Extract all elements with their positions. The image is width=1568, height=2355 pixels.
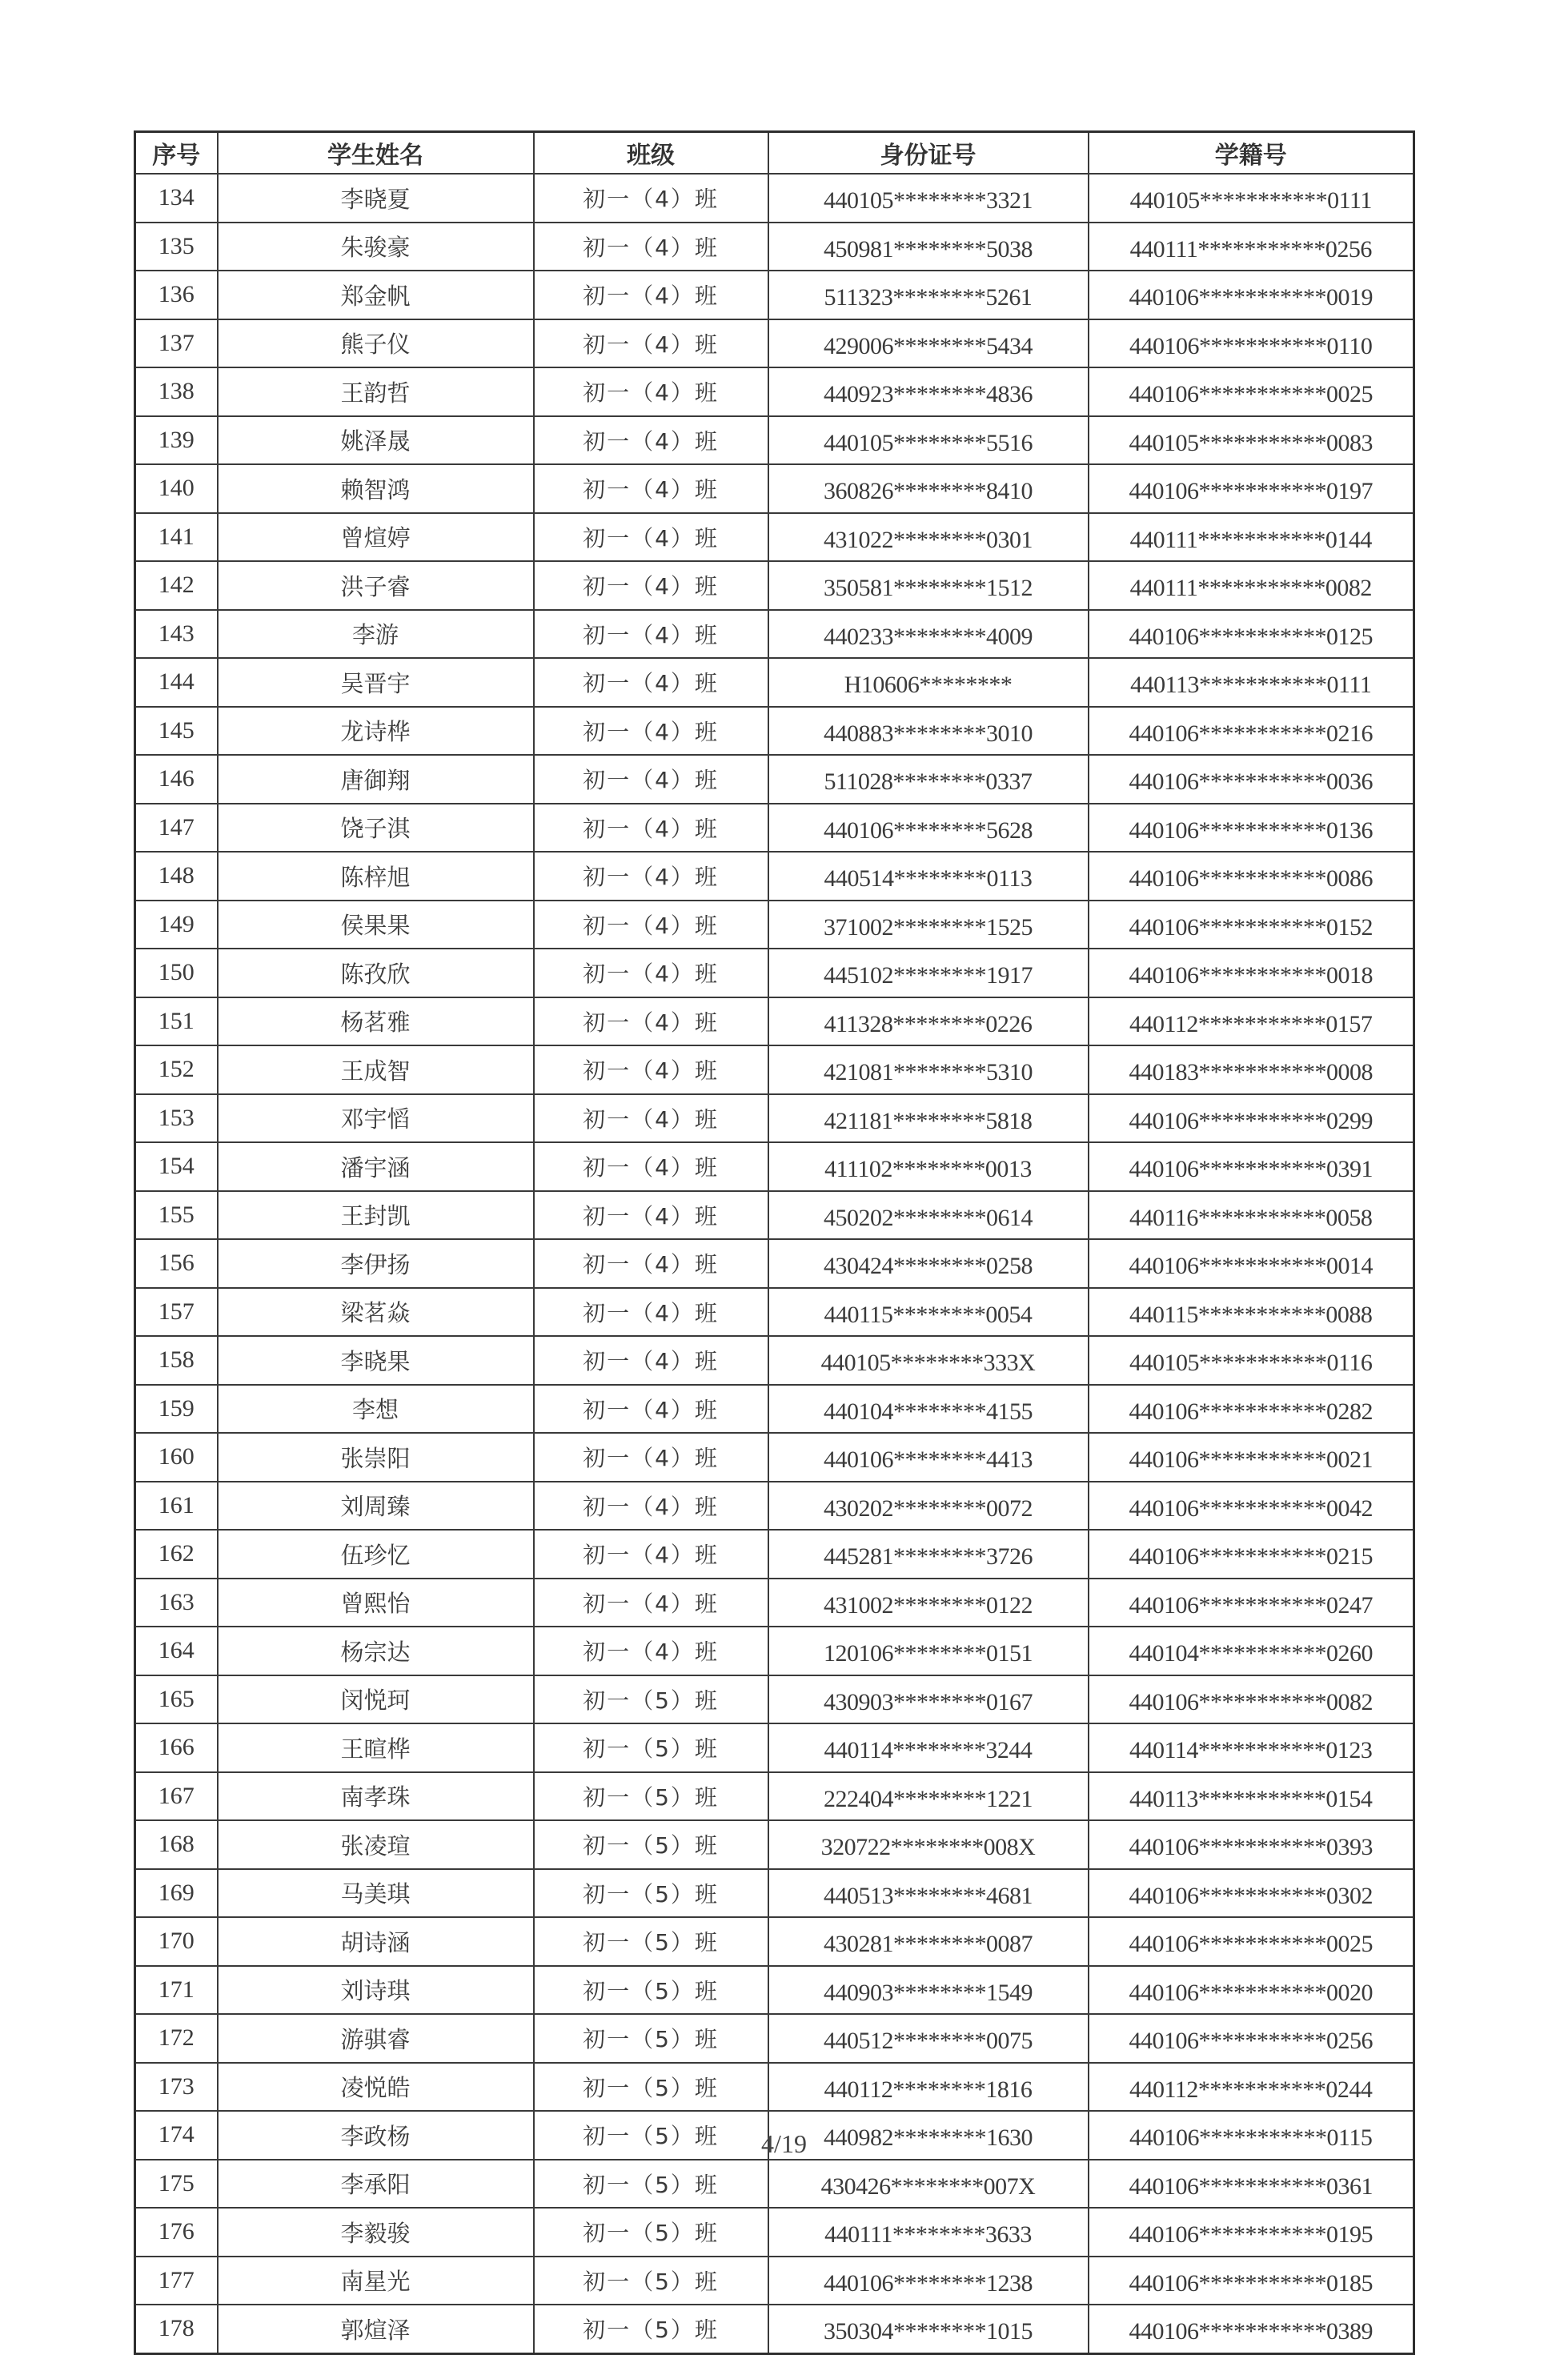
student-name-cell: 刘周臻 [218,1482,534,1531]
table-row [135,1675,1414,1724]
id-number-cell: 430426********007X [768,2160,1089,2209]
class-cell: 初一（4）班 [534,1336,768,1385]
serial-number-cell: 173 [135,2063,218,2112]
class-cell: 初一（4）班 [534,1579,768,1627]
student-record-number-cell: 440106***********0391 [1089,1142,1414,1191]
header-student-name: 学生姓名 [218,132,534,175]
serial-number-cell: 153 [135,1094,218,1143]
serial-number-cell: 143 [135,610,218,659]
student-record-number-cell: 440106***********0195 [1089,2208,1414,2257]
student-name-cell: 潘宇涵 [218,1142,534,1191]
class-cell: 初一（5）班 [534,2208,768,2257]
serial-number-cell: 149 [135,901,218,949]
class-cell: 初一（4）班 [534,1094,768,1143]
student-record-number-cell: 440106***********0018 [1089,949,1414,997]
student-record-number-cell: 440113***********0154 [1089,1772,1414,1821]
class-cell: 初一（4）班 [534,367,768,416]
table-row [135,174,1414,223]
id-number-cell: 411102********0013 [768,1142,1089,1191]
serial-number-cell: 178 [135,2305,218,2353]
student-record-number-cell: 440106***********0036 [1089,755,1414,804]
student-record-number-cell: 440106***********0082 [1089,1675,1414,1724]
student-name-cell: 李游 [218,610,534,659]
student-record-number-cell: 440106***********0282 [1089,1385,1414,1434]
student-name-cell: 张崇阳 [218,1433,534,1482]
student-record-number-cell: 440106***********0042 [1089,1482,1414,1531]
class-cell: 初一（4）班 [534,852,768,901]
id-number-cell: H10606******** [768,658,1089,707]
student-name-cell: 赖智鸿 [218,464,534,513]
student-name-cell: 王暄桦 [218,1723,534,1772]
student-record-number-cell: 440106***********0393 [1089,1820,1414,1869]
serial-number-cell: 157 [135,1288,218,1337]
table-row [135,1869,1414,1918]
id-number-cell: 440514********0113 [768,852,1089,901]
id-number-cell: 511323********5261 [768,271,1089,319]
id-number-cell: 445102********1917 [768,949,1089,997]
serial-number-cell: 137 [135,319,218,368]
student-record-number-cell: 440106***********0014 [1089,1239,1414,1288]
student-name-cell: 陈孜欣 [218,949,534,997]
id-number-cell: 511028********0337 [768,755,1089,804]
table-row [135,1288,1414,1337]
serial-number-cell: 150 [135,949,218,997]
class-cell: 初一（4）班 [534,561,768,610]
header-id-number: 身份证号 [768,132,1089,175]
serial-number-cell: 146 [135,755,218,804]
student-record-number-cell: 440183***********0008 [1089,1045,1414,1094]
student-name-cell: 王封凯 [218,1191,534,1240]
id-number-cell: 440982********1630 [768,2111,1089,2160]
id-number-cell: 431002********0122 [768,1579,1089,1627]
student-record-number-cell: 440106***********0020 [1089,1966,1414,2015]
student-name-cell: 曾熙怡 [218,1579,534,1627]
table-row [135,1142,1414,1191]
serial-number-cell: 152 [135,1045,218,1094]
student-name-cell: 李政杨 [218,2111,534,2160]
student-name-cell: 熊子仪 [218,319,534,368]
class-cell: 初一（5）班 [534,1917,768,1966]
student-name-cell: 李伊扬 [218,1239,534,1288]
student-name-cell: 邓宇慆 [218,1094,534,1143]
class-cell: 初一（5）班 [534,1772,768,1821]
table-row [135,1772,1414,1821]
serial-number-cell: 148 [135,852,218,901]
student-name-cell: 李晓果 [218,1336,534,1385]
serial-number-cell: 154 [135,1142,218,1191]
table-row [135,658,1414,707]
class-cell: 初一（4）班 [534,997,768,1046]
id-number-cell: 360826********8410 [768,464,1089,513]
student-name-cell: 王成智 [218,1045,534,1094]
table-row [135,1482,1414,1531]
serial-number-cell: 170 [135,1917,218,1966]
class-cell: 初一（5）班 [534,1966,768,2015]
id-number-cell: 440112********1816 [768,2063,1089,2112]
table-row [135,755,1414,804]
table-row [135,1094,1414,1143]
student-name-cell: 李晓夏 [218,174,534,223]
serial-number-cell: 162 [135,1530,218,1579]
serial-number-cell: 175 [135,2160,218,2209]
table-row [135,1579,1414,1627]
serial-number-cell: 142 [135,561,218,610]
student-name-cell: 唐御翔 [218,755,534,804]
serial-number-cell: 159 [135,1385,218,1434]
id-number-cell: 429006********5434 [768,319,1089,368]
table-row [135,1627,1414,1675]
table-row [135,271,1414,319]
serial-number-cell: 151 [135,997,218,1046]
student-name-cell: 凌悦皓 [218,2063,534,2112]
id-number-cell: 440106********1238 [768,2257,1089,2305]
id-number-cell: 440512********0075 [768,2014,1089,2063]
student-record-number-cell: 440106***********0110 [1089,319,1414,368]
class-cell: 初一（5）班 [534,2014,768,2063]
table-row [135,1433,1414,1482]
student-record-number-cell: 440106***********0019 [1089,271,1414,319]
table-row [135,319,1414,368]
table-row [135,1917,1414,1966]
id-number-cell: 450202********0614 [768,1191,1089,1240]
student-record-number-cell: 440116***********0058 [1089,1191,1414,1240]
id-number-cell: 440104********4155 [768,1385,1089,1434]
serial-number-cell: 172 [135,2014,218,2063]
serial-number-cell: 155 [135,1191,218,1240]
class-cell: 初一（4）班 [534,610,768,659]
id-number-cell: 430202********0072 [768,1482,1089,1531]
class-cell: 初一（4）班 [534,1191,768,1240]
serial-number-cell: 145 [135,707,218,756]
id-number-cell: 371002********1525 [768,901,1089,949]
table-row [135,1385,1414,1434]
table-row [135,1530,1414,1579]
serial-number-cell: 177 [135,2257,218,2305]
student-record-number-cell: 440106***********0025 [1089,367,1414,416]
student-name-cell: 梁茗焱 [218,1288,534,1337]
serial-number-cell: 168 [135,1820,218,1869]
serial-number-cell: 161 [135,1482,218,1531]
student-name-cell: 李想 [218,1385,534,1434]
page-number: 4/19 [761,2129,807,2158]
header-serial-number: 序号 [135,132,218,175]
class-cell: 初一（4）班 [534,1142,768,1191]
serial-number-cell: 138 [135,367,218,416]
id-number-cell: 440883********3010 [768,707,1089,756]
student-name-cell: 洪子睿 [218,561,534,610]
table-row [135,610,1414,659]
id-number-cell: 440111********3633 [768,2208,1089,2257]
student-record-number-cell: 440112***********0244 [1089,2063,1414,2112]
serial-number-cell: 134 [135,174,218,223]
student-name-cell: 胡诗涵 [218,1917,534,1966]
serial-number-cell: 139 [135,416,218,465]
serial-number-cell: 169 [135,1869,218,1918]
student-name-cell: 闵悦珂 [218,1675,534,1724]
id-number-cell: 440106********4413 [768,1433,1089,1482]
class-cell: 初一（4）班 [534,1482,768,1531]
class-cell: 初一（4）班 [534,1239,768,1288]
table-row [135,949,1414,997]
class-cell: 初一（4）班 [534,755,768,804]
table-row [135,223,1414,271]
class-cell: 初一（4）班 [534,464,768,513]
serial-number-cell: 160 [135,1433,218,1482]
class-cell: 初一（4）班 [534,1288,768,1337]
table-header [135,132,1414,175]
class-cell: 初一（4）班 [534,804,768,853]
student-name-cell: 李承阳 [218,2160,534,2209]
table-row [135,1723,1414,1772]
student-name-cell: 张凌瑄 [218,1820,534,1869]
serial-number-cell: 171 [135,1966,218,2015]
id-number-cell: 440233********4009 [768,610,1089,659]
table-row [135,1966,1414,2015]
serial-number-cell: 156 [135,1239,218,1288]
student-record-number-cell: 440106***********0152 [1089,901,1414,949]
student-record-number-cell: 440106***********0125 [1089,610,1414,659]
id-number-cell: 421181********5818 [768,1094,1089,1143]
student-record-number-cell: 440106***********0185 [1089,2257,1414,2305]
student-name-cell: 李毅骏 [218,2208,534,2257]
table-row [135,1045,1414,1094]
table-row [135,2014,1414,2063]
id-number-cell: 440114********3244 [768,1723,1089,1772]
header-row [135,132,1414,175]
student-name-cell: 杨茗雅 [218,997,534,1046]
student-record-number-cell: 440113***********0111 [1089,658,1414,707]
student-record-number-cell: 440105***********0111 [1089,174,1414,223]
table-row [135,464,1414,513]
table-row [135,416,1414,465]
header-class: 班级 [534,132,768,175]
student-record-number-cell: 440111***********0144 [1089,513,1414,562]
class-cell: 初一（4）班 [534,1530,768,1579]
student-name-cell: 南孝珠 [218,1772,534,1821]
class-cell: 初一（5）班 [534,2257,768,2305]
class-cell: 初一（4）班 [534,1385,768,1434]
student-record-number-cell: 440106***********0136 [1089,804,1414,853]
student-record-number-cell: 440106***********0299 [1089,1094,1414,1143]
student-record-number-cell: 440105***********0116 [1089,1336,1414,1385]
student-name-cell: 王韵哲 [218,367,534,416]
student-name-cell: 郭煊泽 [218,2305,534,2353]
class-cell: 初一（5）班 [534,2305,768,2353]
table-row [135,804,1414,853]
serial-number-cell: 167 [135,1772,218,1821]
class-cell: 初一（4）班 [534,1045,768,1094]
id-number-cell: 440106********5628 [768,804,1089,853]
serial-number-cell: 174 [135,2111,218,2160]
serial-number-cell: 176 [135,2208,218,2257]
class-cell: 初一（5）班 [534,2160,768,2209]
class-cell: 初一（5）班 [534,1675,768,1724]
id-number-cell: 450981********5038 [768,223,1089,271]
id-number-cell: 350304********1015 [768,2305,1089,2353]
table-row [135,2208,1414,2257]
student-roster-table [134,130,1415,2355]
student-record-number-cell: 440106***********0256 [1089,2014,1414,2063]
id-number-cell: 440105********333X [768,1336,1089,1385]
student-record-number-cell: 440106***********0247 [1089,1579,1414,1627]
class-cell: 初一（4）班 [534,416,768,465]
serial-number-cell: 163 [135,1579,218,1627]
student-record-number-cell: 440111***********0082 [1089,561,1414,610]
class-cell: 初一（4）班 [534,949,768,997]
id-number-cell: 440903********1549 [768,1966,1089,2015]
class-cell: 初一（4）班 [534,174,768,223]
serial-number-cell: 166 [135,1723,218,1772]
class-cell: 初一（4）班 [534,319,768,368]
header-student-record-number: 学籍号 [1089,132,1414,175]
id-number-cell: 320722********008X [768,1820,1089,1869]
serial-number-cell: 141 [135,513,218,562]
student-name-cell: 郑金帆 [218,271,534,319]
student-name-cell: 侯果果 [218,901,534,949]
student-name-cell: 吴晋宇 [218,658,534,707]
table-row [135,1820,1414,1869]
student-name-cell: 姚泽晟 [218,416,534,465]
serial-number-cell: 140 [135,464,218,513]
student-record-number-cell: 440106***********0021 [1089,1433,1414,1482]
table-row [135,1191,1414,1240]
serial-number-cell: 135 [135,223,218,271]
id-number-cell: 411328********0226 [768,997,1089,1046]
serial-number-cell: 136 [135,271,218,319]
student-record-number-cell: 440106***********0197 [1089,464,1414,513]
student-name-cell: 朱骏豪 [218,223,534,271]
class-cell: 初一（4）班 [534,223,768,271]
student-record-number-cell: 440105***********0083 [1089,416,1414,465]
serial-number-cell: 164 [135,1627,218,1675]
table-row [135,852,1414,901]
table-body [135,174,1414,2353]
table-row [135,707,1414,756]
table-row [135,367,1414,416]
student-name-cell: 饶子淇 [218,804,534,853]
id-number-cell: 440105********3321 [768,174,1089,223]
table-row [135,2063,1414,2112]
student-record-number-cell: 440104***********0260 [1089,1627,1414,1675]
id-number-cell: 445281********3726 [768,1530,1089,1579]
class-cell: 初一（4）班 [534,707,768,756]
table-row [135,1239,1414,1288]
student-name-cell: 马美琪 [218,1869,534,1918]
student-name-cell: 游骐睿 [218,2014,534,2063]
student-name-cell: 刘诗琪 [218,1966,534,2015]
student-record-number-cell: 440106***********0215 [1089,1530,1414,1579]
table-row [135,513,1414,562]
table-row [135,1336,1414,1385]
student-record-number-cell: 440115***********0088 [1089,1288,1414,1337]
student-record-number-cell: 440106***********0389 [1089,2305,1414,2353]
class-cell: 初一（4）班 [534,658,768,707]
class-cell: 初一（5）班 [534,1869,768,1918]
serial-number-cell: 158 [135,1336,218,1385]
class-cell: 初一（4）班 [534,901,768,949]
class-cell: 初一（5）班 [534,2063,768,2112]
id-number-cell: 421081********5310 [768,1045,1089,1094]
class-cell: 初一（5）班 [534,1723,768,1772]
class-cell: 初一（4）班 [534,513,768,562]
class-cell: 初一（5）班 [534,1820,768,1869]
student-name-cell: 陈梓旭 [218,852,534,901]
serial-number-cell: 147 [135,804,218,853]
student-record-number-cell: 440106***********0302 [1089,1869,1414,1918]
student-record-number-cell: 440112***********0157 [1089,997,1414,1046]
table-row [135,2257,1414,2305]
table-row [135,2160,1414,2209]
student-record-number-cell: 440114***********0123 [1089,1723,1414,1772]
id-number-cell: 440923********4836 [768,367,1089,416]
table-row [135,997,1414,1046]
class-cell: 初一（4）班 [534,1433,768,1482]
id-number-cell: 120106********0151 [768,1627,1089,1675]
class-cell: 初一（5）班 [534,2111,768,2160]
student-record-number-cell: 440111***********0256 [1089,223,1414,271]
id-number-cell: 440115********0054 [768,1288,1089,1337]
student-record-number-cell: 440106***********0086 [1089,852,1414,901]
id-number-cell: 440105********5516 [768,416,1089,465]
id-number-cell: 222404********1221 [768,1772,1089,1821]
table-row [135,2305,1414,2353]
student-record-number-cell: 440106***********0025 [1089,1917,1414,1966]
class-cell: 初一（4）班 [534,271,768,319]
student-name-cell: 龙诗桦 [218,707,534,756]
student-name-cell: 伍珍忆 [218,1530,534,1579]
id-number-cell: 440513********4681 [768,1869,1089,1918]
serial-number-cell: 165 [135,1675,218,1724]
student-name-cell: 曾煊婷 [218,513,534,562]
id-number-cell: 431022********0301 [768,513,1089,562]
student-record-number-cell: 440106***********0115 [1089,2111,1414,2160]
table-row [135,561,1414,610]
id-number-cell: 430281********0087 [768,1917,1089,1966]
id-number-cell: 430424********0258 [768,1239,1089,1288]
student-name-cell: 杨宗达 [218,1627,534,1675]
class-cell: 初一（4）班 [534,1627,768,1675]
table-row [135,901,1414,949]
student-record-number-cell: 440106***********0361 [1089,2160,1414,2209]
id-number-cell: 350581********1512 [768,561,1089,610]
student-name-cell: 南星光 [218,2257,534,2305]
id-number-cell: 430903********0167 [768,1675,1089,1724]
student-record-number-cell: 440106***********0216 [1089,707,1414,756]
serial-number-cell: 144 [135,658,218,707]
